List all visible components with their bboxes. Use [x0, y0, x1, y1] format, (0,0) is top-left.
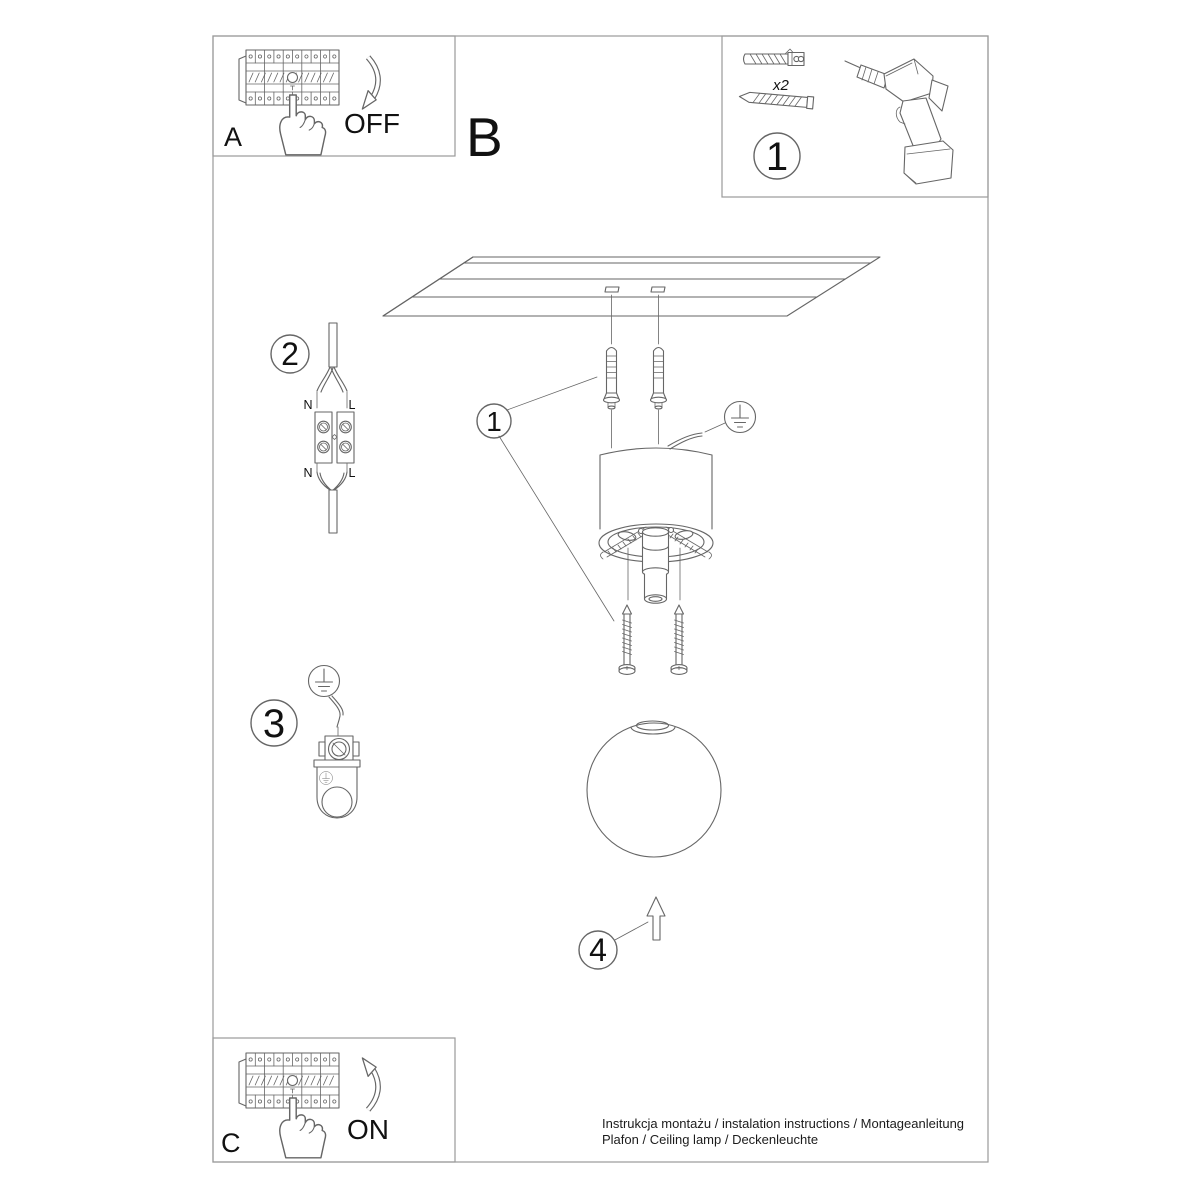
wall-anchor-icon [651, 348, 667, 409]
ground-symbol-icon [309, 666, 340, 697]
on-label: ON [347, 1114, 389, 1145]
ground-symbol-icon [319, 771, 332, 784]
ground-wire-icon [329, 696, 343, 737]
mounting-leader-lines [499, 377, 614, 621]
step-c-label: C [221, 1128, 241, 1158]
shade-step [579, 897, 665, 969]
off-label: OFF [344, 108, 400, 139]
up-arrow-icon [647, 897, 665, 940]
lamp-base-icon [599, 423, 725, 603]
wire-label-n-top: N [303, 398, 313, 412]
wire-label-l-top: L [348, 398, 356, 412]
wall-anchor-icon [604, 348, 620, 409]
mounting-badge-number: 1 [486, 406, 502, 437]
step-a-panel [213, 36, 455, 156]
curved-arrow-down-icon [362, 57, 378, 109]
wall-plug-icon [744, 49, 805, 66]
ground-badge-number: 3 [262, 702, 286, 746]
anchor-quantity-label: x2 [773, 77, 789, 94]
ceiling-slot-left [605, 287, 619, 292]
mounting-screw-icon [619, 605, 635, 674]
footer-line-2: Plafon / Ceiling lamp / Deckenleuchte [602, 1132, 819, 1147]
globe-shade-icon [587, 721, 721, 857]
ceiling-slot-right [651, 287, 665, 292]
ground-diagram [251, 666, 360, 819]
wire-label-n-bottom: N [303, 466, 313, 480]
terminal-block-icon [315, 412, 354, 463]
step-a-label: A [224, 122, 243, 152]
mounting-screw-icon [671, 605, 687, 674]
step-b-label: B [466, 106, 503, 168]
power-cable-icon [317, 323, 347, 408]
step-c-panel [213, 1038, 455, 1162]
lamp-socket-icon [643, 528, 669, 603]
tools-badge-number: 1 [765, 135, 789, 179]
tools-panel [722, 36, 988, 197]
ground-terminal-icon [319, 736, 359, 762]
lamp-cable-icon [317, 463, 347, 533]
anchor-assembly [604, 295, 667, 448]
drill-icon [845, 59, 953, 184]
wire-label-l-bottom: L [348, 466, 356, 480]
ground-wire-icon [668, 423, 725, 449]
wiring-diagram [271, 323, 356, 533]
mounting-bracket-icon [314, 760, 360, 818]
footer-line-1: Instrukcja montażu / instalation instructions / Montageanleitung [602, 1116, 965, 1131]
wiring-badge-number: 2 [281, 336, 299, 372]
curved-arrow-up-icon [362, 1058, 378, 1110]
ground-symbol-icon [725, 402, 756, 433]
ceiling-panel [383, 257, 880, 316]
shade-badge-number: 4 [589, 932, 607, 968]
